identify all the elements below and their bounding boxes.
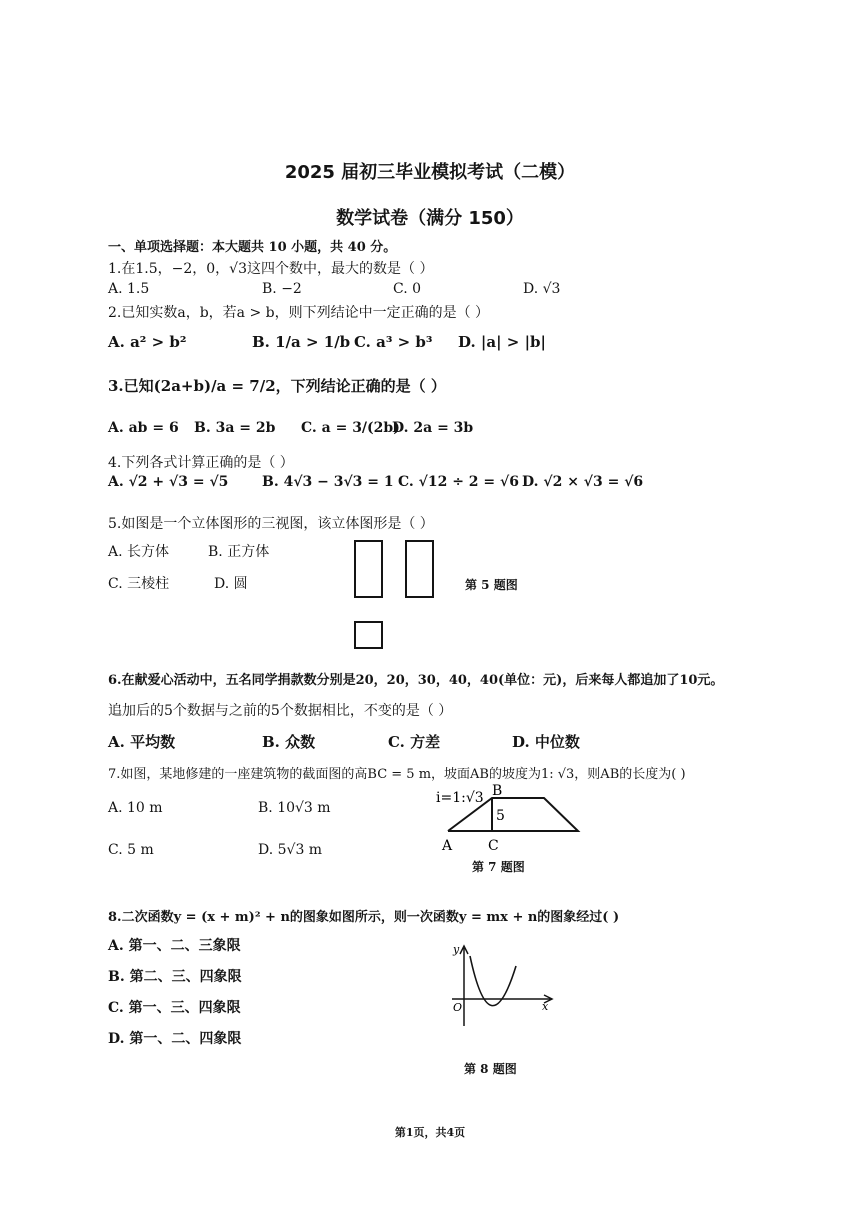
question-8-option-c: C. 第一、三、四象限	[108, 1000, 241, 1016]
question-6-option-a: A. 平均数	[108, 733, 176, 751]
question-1-stem: 1.在1.5，−2，0，√3这四个数中，最大的数是（ ）	[108, 261, 434, 277]
y-axis-label: y	[453, 943, 460, 956]
slope-label: i=1:√3	[436, 790, 484, 806]
question-1-option-b: B. −2	[262, 281, 302, 297]
page-number: 第1页，共4页	[394, 1126, 466, 1139]
three-views-figure	[348, 536, 440, 656]
question-4-stem: 4.下列各式计算正确的是（ ）	[108, 455, 294, 471]
question-7-option-d: D. 5√3 m	[258, 842, 323, 858]
question-4-option-c: C. √12 ÷ 2 = √6	[398, 474, 519, 490]
question-3-stem: 3.已知(2a+b)/a = 7/2，下列结论正确的是（ ）	[108, 377, 446, 395]
question-7-caption: 第 7 题图	[472, 860, 525, 874]
question-1-option-c: C. 0	[393, 281, 422, 297]
page-subtitle: 数学试卷（满分 150）	[336, 208, 524, 229]
question-6-stem: 6.在献爱心活动中，五名同学捐款数分别是20，20，30，40，40(单位：元)，后来每人都追加了10元。	[108, 673, 724, 688]
question-1-option-d: D. √3	[523, 281, 561, 297]
question-7-stem: 7.如图，某地修建的一座建筑物的截面图的高BC = 5 m，坡面AB的坡度为1: √3，则AB的长度为( )	[108, 767, 686, 782]
question-8-option-b: B. 第二、三、四象限	[108, 969, 242, 985]
question-5-caption: 第 5 题图	[465, 578, 518, 592]
question-7-option-b: B. 10√3 m	[258, 800, 331, 816]
question-8-option-d: D. 第一、二、四象限	[108, 1031, 242, 1047]
trapezoid-figure	[430, 780, 590, 855]
question-8-stem: 8.二次函数y = (x + m)² + n的图象如图所示，则一次函数y = mx + n的图象经过( )	[108, 910, 620, 925]
question-4-option-d: D. √2 × √3 = √6	[522, 474, 644, 490]
parabola-curve	[470, 956, 516, 1006]
question-2-option-a: A. a² > b²	[108, 333, 187, 351]
side-view-rect	[406, 541, 433, 597]
point-a-label: A	[442, 838, 453, 854]
question-5-option-d: D. 圆	[214, 576, 248, 592]
question-5-option-a: A. 长方体	[108, 544, 170, 560]
section-heading: 一、单项选择题：本大题共 10 小题，共 40 分。	[108, 240, 397, 255]
parabola-graph	[448, 938, 558, 1030]
question-6-option-c: C. 方差	[388, 733, 441, 751]
top-view-rect	[355, 622, 382, 648]
question-3-option-d: D. 2a = 3b	[392, 420, 474, 436]
front-view-rect	[355, 541, 382, 597]
question-8-caption: 第 8 题图	[464, 1062, 517, 1076]
page-title: 2025 届初三毕业模拟考试（二模）	[284, 162, 576, 183]
question-3-option-b: B. 3a = 2b	[194, 420, 276, 436]
height-label: 5	[496, 808, 505, 824]
question-1-option-a: A. 1.5	[108, 281, 150, 297]
origin-label: O	[453, 1001, 463, 1014]
question-7-option-a: A. 10 m	[108, 800, 163, 816]
question-4-option-b: B. 4√3 − 3√3 = 1	[262, 474, 394, 490]
question-5-option-c: C. 三棱柱	[108, 576, 170, 592]
x-axis-label: x	[542, 1000, 549, 1013]
question-2-stem: 2.已知实数a，b，若a > b，则下列结论中一定正确的是（ ）	[108, 305, 490, 321]
question-5-option-b: B. 正方体	[208, 544, 270, 560]
question-4-option-a: A. √2 + √3 = √5	[108, 474, 229, 490]
question-8-option-a: A. 第一、二、三象限	[108, 938, 241, 954]
point-b-label: B	[492, 783, 503, 799]
question-6-option-b: B. 众数	[262, 733, 316, 751]
question-5-stem: 5.如图是一个立体图形的三视图，该立体图形是（ ）	[108, 516, 434, 532]
question-2-option-c: C. a³ > b³	[354, 333, 433, 351]
question-3-option-c: C. a = 3/(2b)	[301, 420, 400, 436]
question-7-option-c: C. 5 m	[108, 842, 154, 858]
question-2-option-d: D. |a| > |b|	[458, 333, 546, 351]
question-2-option-b: B. 1/a > 1/b	[252, 333, 351, 351]
question-3-option-a: A. ab = 6	[108, 420, 179, 436]
question-6-option-d: D. 中位数	[512, 733, 580, 751]
point-c-label: C	[488, 838, 499, 854]
question-6-stem-2: 追加后的5个数据与之前的5个数据相比，不变的是（ ）	[108, 703, 453, 719]
